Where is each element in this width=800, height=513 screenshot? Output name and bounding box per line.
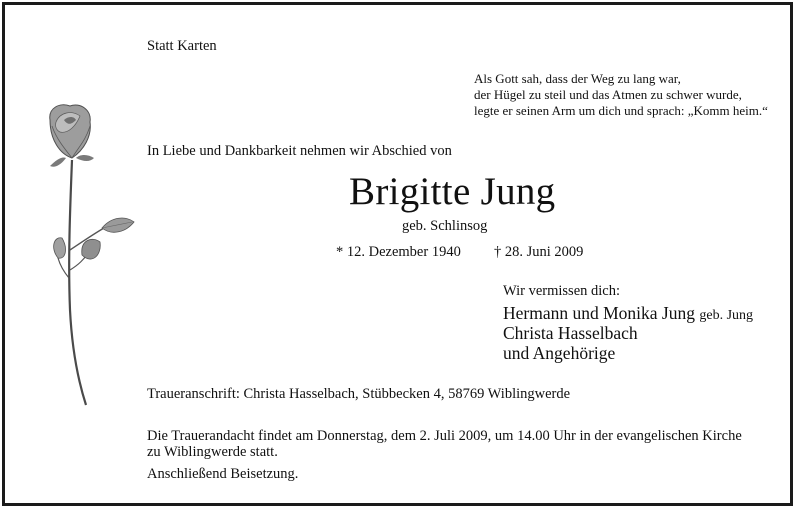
mourning-address: Traueranschrift: Christa Hasselbach, Stübbecken 4, 58769 Wiblingwerde [147, 386, 571, 402]
service-line-2: zu Wiblingwerde statt. [147, 444, 278, 460]
mourner-line-3: und Angehörige [503, 343, 616, 363]
birth-date: * 12. Dezember 1940 [336, 244, 461, 260]
maiden-name: geb. Schlinsog [402, 218, 488, 234]
rose-illustration [20, 100, 140, 410]
mourner-line-1-name: Hermann und Monika Jung [503, 303, 695, 323]
verse-line-1: Als Gott sah, dass der Weg zu lang war, [474, 71, 681, 86]
verse-line-3: legte er seinen Arm um dich und sprach: „Komm heim.“ [474, 103, 768, 118]
verse-line-2: der Hügel zu steil und das Atmen zu schwer wurde, [474, 87, 742, 102]
mourner-line-1-suffix: geb. Jung [699, 308, 754, 323]
burial-note: Anschließend Beisetzung. [147, 466, 299, 482]
death-date: † 28. Juni 2009 [494, 244, 584, 260]
service-line-1: Die Trauerandacht findet am Donnerstag, dem 2. Juli 2009, um 14.00 Uhr in der evangelischen Kirche [147, 428, 742, 444]
mourner-line-2: Christa Hasselbach [503, 323, 638, 343]
deceased-name: Brigitte Jung [349, 170, 556, 213]
mourners-heading: Wir vermissen dich: [503, 283, 620, 299]
statt-karten-label: Statt Karten [147, 38, 217, 54]
intro-text: In Liebe und Dankbarkeit nehmen wir Abschied von [147, 143, 452, 159]
